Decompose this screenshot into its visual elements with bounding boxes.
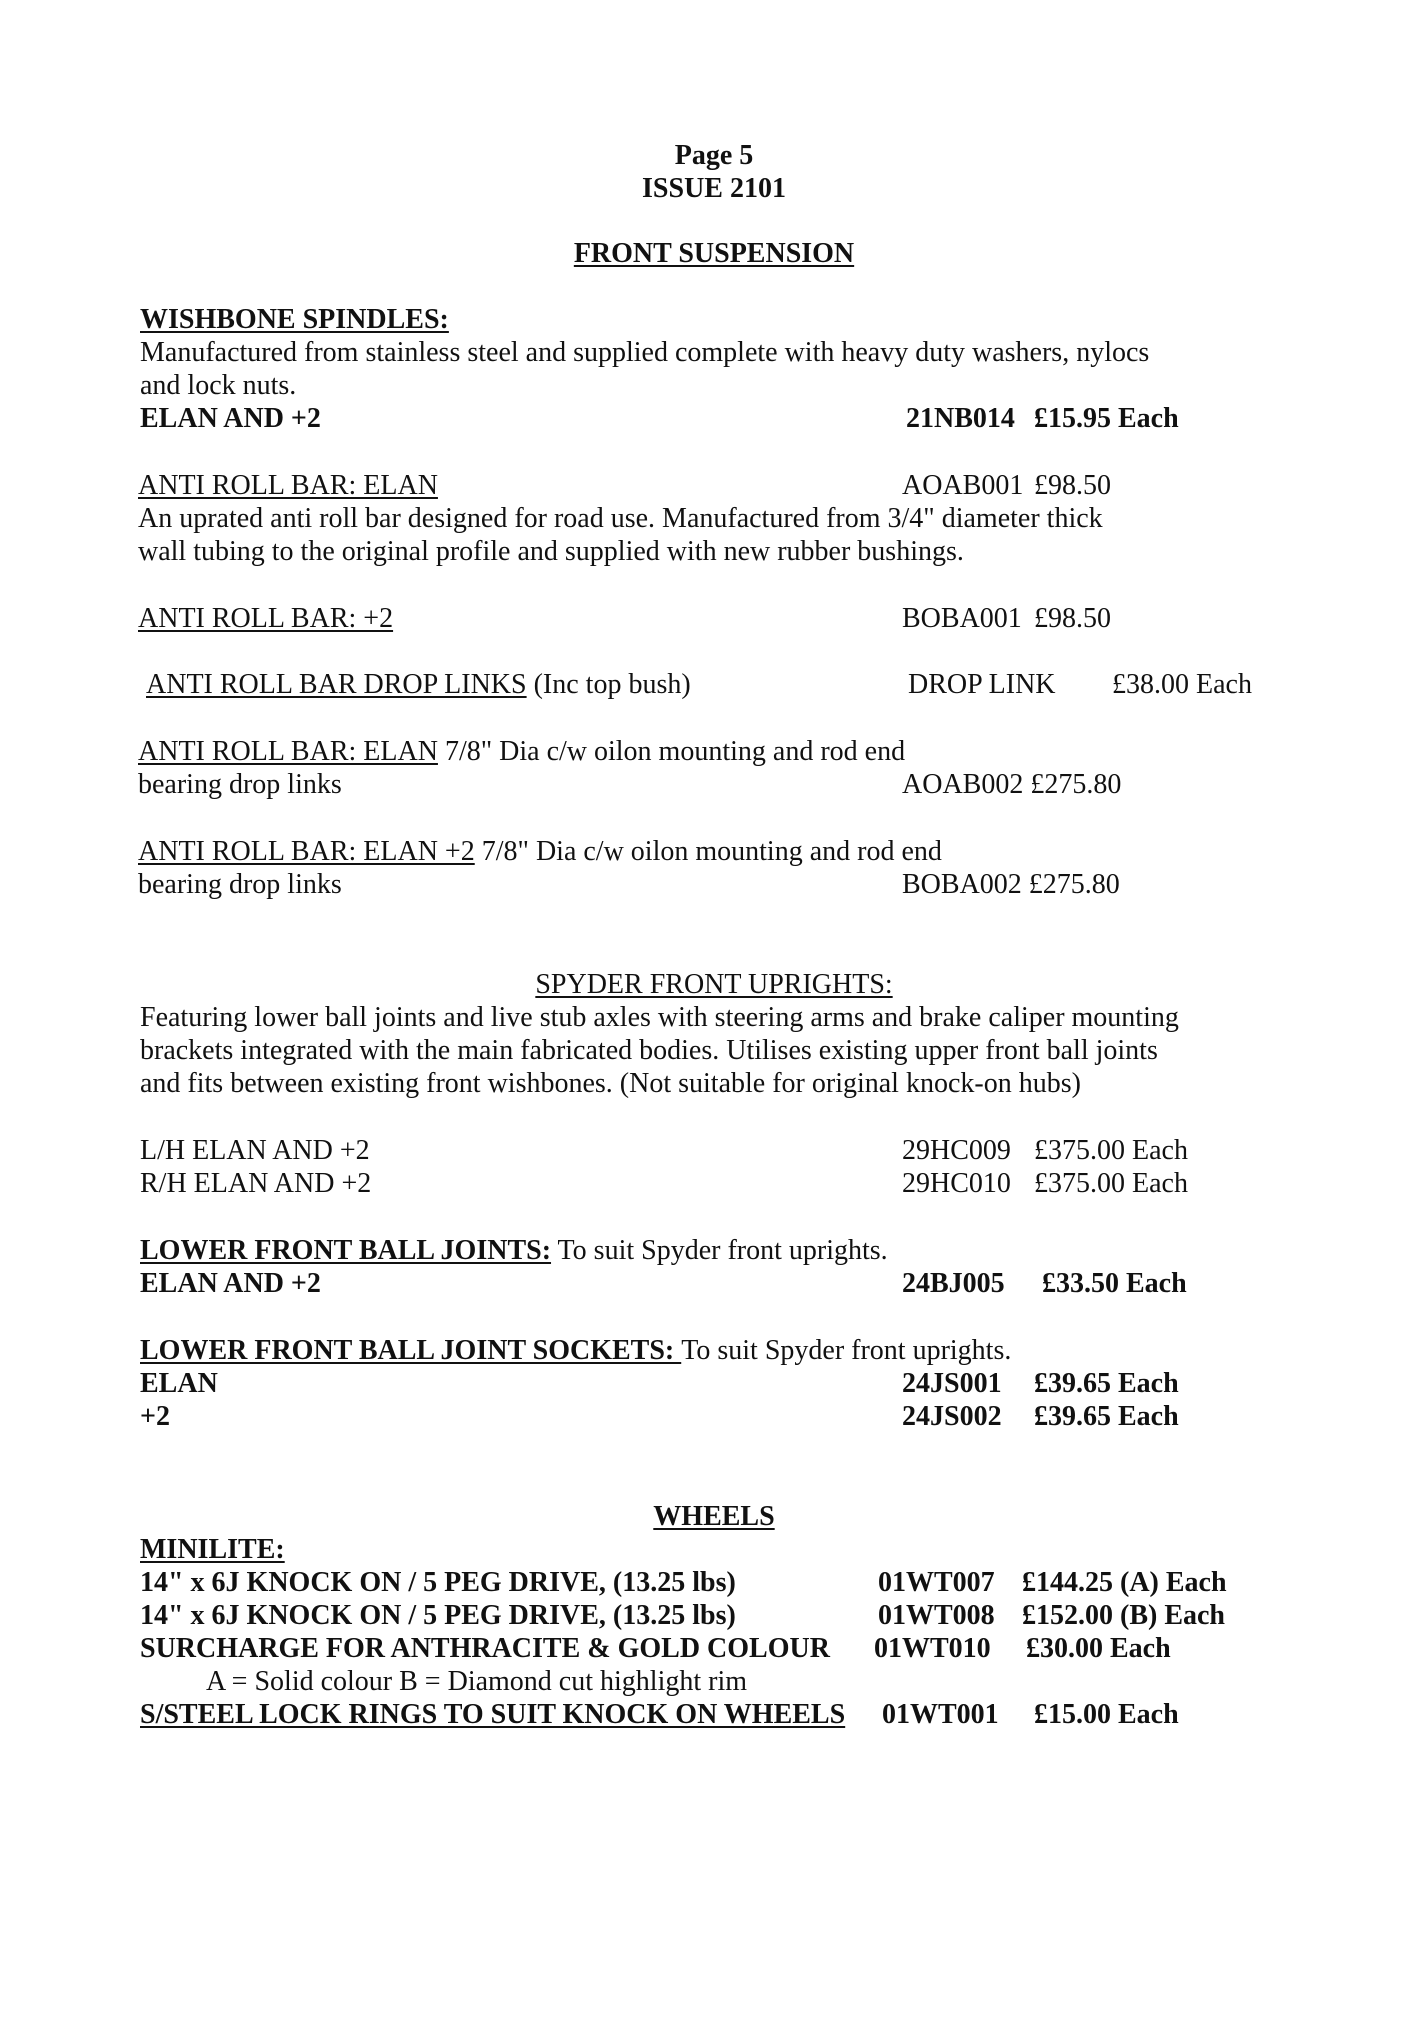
- wheel-item-code: 01WT007: [878, 1567, 995, 1598]
- spyder-item-code: 29HC010: [902, 1168, 1011, 1199]
- wheel-item-price: £152.00 (B) Each: [1022, 1600, 1225, 1631]
- sockets-item-code: 24JS002: [902, 1401, 1002, 1432]
- sockets-item-code: 24JS001: [902, 1368, 1002, 1399]
- sockets-item-name: +2: [140, 1401, 170, 1432]
- arb-elan-price: £98.50: [1034, 470, 1111, 501]
- arb-elan-plus2-78-desc: 7/8" Dia c/w oilon mounting and rod end: [474, 836, 942, 867]
- minilite-heading: MINILITE:: [140, 1534, 285, 1565]
- spyder-desc-line3: and fits between existing front wishbones. (Not suitable for original knock-on hubs): [140, 1068, 1081, 1099]
- wheel-item-name: 14" x 6J KNOCK ON / 5 PEG DRIVE, (13.25 lbs): [140, 1567, 736, 1598]
- wheels-colour-note: A = Solid colour B = Diamond cut highlight rim: [206, 1666, 748, 1697]
- arb-elan-plus2-78-code-price: BOBA002 £275.80: [902, 869, 1120, 900]
- wheel-item-code: 01WT010: [874, 1633, 991, 1664]
- arb-elan-plus2-78-desc-line2: bearing drop links: [138, 869, 342, 900]
- sockets-item-name: ELAN: [140, 1368, 218, 1399]
- arb-elan-heading: ANTI ROLL BAR: ELAN: [138, 470, 438, 501]
- wishbone-heading: WISHBONE SPINDLES:: [140, 304, 449, 335]
- arb-elan-code: AOAB001: [902, 470, 1024, 501]
- spyder-heading-wrap: [0, 968, 1428, 1001]
- arb-elan-78-line1: [138, 735, 905, 768]
- arb-elan-78-desc-line2: bearing drop links: [138, 769, 342, 800]
- wheel-item-name: 14" x 6J KNOCK ON / 5 PEG DRIVE, (13.25 lbs): [140, 1600, 736, 1631]
- drop-links-heading: ANTI ROLL BAR DROP LINKS: [146, 669, 527, 700]
- drop-links-row: [146, 668, 691, 701]
- lock-rings-code: 01WT001: [882, 1699, 999, 1730]
- wishbone-desc-line1: Manufactured from stainless steel and supplied complete with heavy duty washers, nylocs: [140, 337, 1150, 368]
- arb-elan-desc-line2: wall tubing to the original profile and supplied with new rubber bushings.: [138, 536, 964, 567]
- section-title-front-suspension: [0, 237, 1428, 270]
- spyder-item-name: R/H ELAN AND +2: [140, 1168, 372, 1199]
- arb-elan-plus2-78-line1: [138, 835, 942, 868]
- wishbone-code: 21NB014: [906, 403, 1015, 434]
- wishbone-price: £15.95 Each: [1034, 403, 1179, 434]
- arb-elan-78-desc: 7/8" Dia c/w oilon mounting and rod end: [437, 736, 906, 767]
- ball-joints-line: [140, 1234, 888, 1267]
- ball-joints-heading: LOWER FRONT BALL JOINTS:: [140, 1235, 552, 1266]
- ball-joints-code: 24BJ005: [902, 1268, 1005, 1299]
- section-title-text: FRONT SUSPENSION: [573, 238, 855, 269]
- ball-joints-price: £33.50 Each: [1042, 1268, 1187, 1299]
- arb-plus2-price: £98.50: [1034, 603, 1111, 634]
- wheel-item-code: 01WT008: [878, 1600, 995, 1631]
- spyder-desc-line1: Featuring lower ball joints and live stub axles with steering arms and brake caliper mounting: [140, 1002, 1179, 1033]
- arb-plus2-code: BOBA001: [902, 603, 1022, 634]
- spyder-item-price: £375.00 Each: [1034, 1135, 1188, 1166]
- lock-rings-name: S/STEEL LOCK RINGS TO SUIT KNOCK ON WHEELS: [140, 1699, 846, 1730]
- issue-number: ISSUE 2101: [642, 173, 786, 204]
- arb-elan-desc-line1: An uprated anti roll bar designed for road use. Manufactured from 3/4" diameter thick: [138, 503, 1103, 534]
- arb-plus2-heading: ANTI ROLL BAR: +2: [138, 603, 394, 634]
- spyder-item-price: £375.00 Each: [1034, 1168, 1188, 1199]
- sockets-heading: LOWER FRONT BALL JOINT SOCKETS:: [140, 1335, 682, 1366]
- ball-joints-note: To suit Spyder front uprights.: [551, 1235, 888, 1266]
- sockets-line: [140, 1334, 1011, 1367]
- wheels-title-wrap: [0, 1500, 1428, 1533]
- sockets-note: To suit Spyder front uprights.: [681, 1335, 1012, 1366]
- wishbone-item: ELAN AND +2: [140, 403, 321, 434]
- wheel-item-name: SURCHARGE FOR ANTHRACITE & GOLD COLOUR: [140, 1633, 830, 1664]
- spyder-item-name: L/H ELAN AND +2: [140, 1135, 370, 1166]
- wheel-item-price: £144.25 (A) Each: [1022, 1567, 1227, 1598]
- arb-elan-78-heading: ANTI ROLL BAR: ELAN: [138, 736, 438, 767]
- wheels-title: WHEELS: [653, 1501, 775, 1532]
- wishbone-desc-line2: and lock nuts.: [140, 370, 297, 401]
- arb-elan-plus2-78-heading: ANTI ROLL BAR: ELAN +2: [138, 836, 475, 867]
- drop-links-price: £38.00 Each: [1112, 669, 1252, 700]
- lock-rings-price: £15.00 Each: [1034, 1699, 1179, 1730]
- sockets-item-price: £39.65 Each: [1034, 1401, 1179, 1432]
- ball-joints-item: ELAN AND +2: [140, 1268, 321, 1299]
- spyder-item-code: 29HC009: [902, 1135, 1011, 1166]
- arb-elan-78-code-price: AOAB002 £275.80: [902, 769, 1122, 800]
- spyder-desc-line2: brackets integrated with the main fabricated bodies. Utilises existing upper front ball joints: [140, 1035, 1158, 1066]
- sockets-item-price: £39.65 Each: [1034, 1368, 1179, 1399]
- page-number: Page 5: [674, 140, 754, 171]
- drop-links-note: (Inc top bush): [526, 669, 691, 700]
- drop-links-code: DROP LINK: [908, 669, 1056, 700]
- spyder-heading: SPYDER FRONT UPRIGHTS:: [535, 969, 893, 1000]
- wheel-item-price: £30.00 Each: [1026, 1633, 1171, 1664]
